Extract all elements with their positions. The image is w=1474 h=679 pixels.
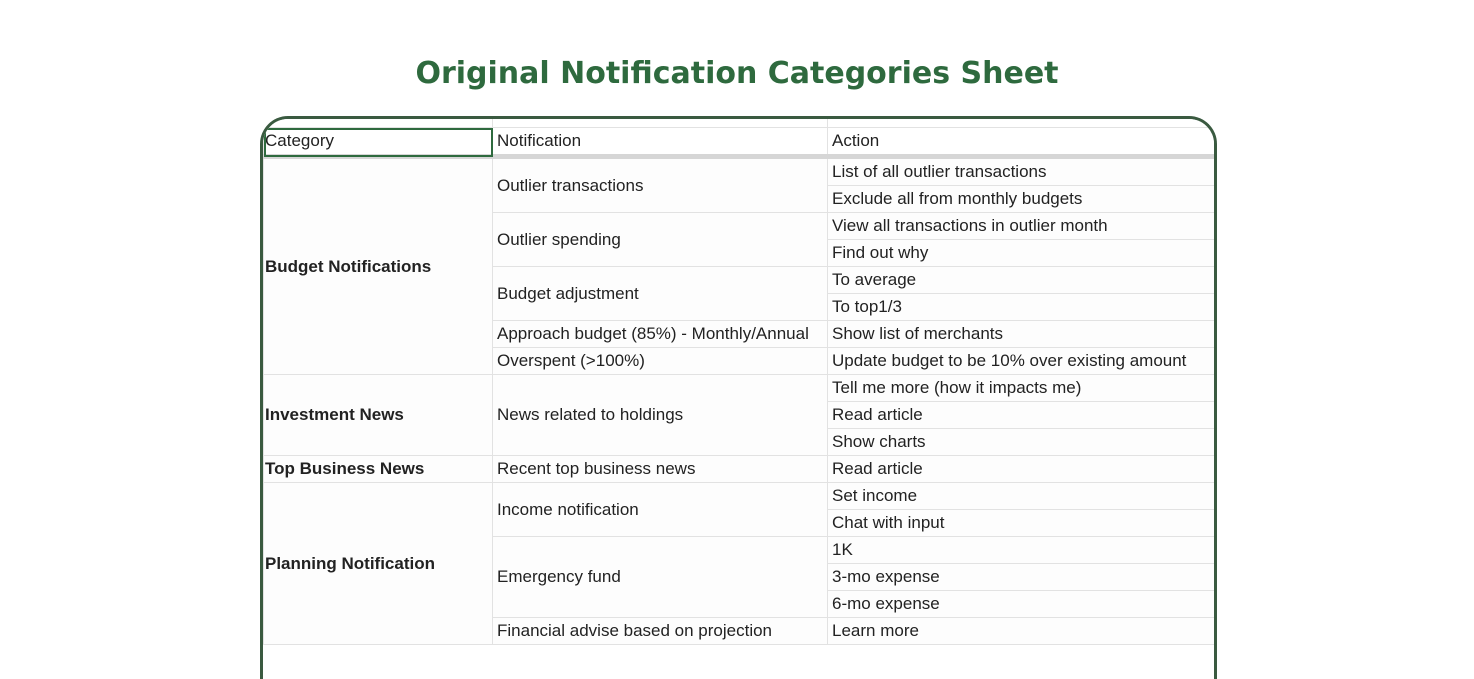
notification-cell[interactable]: Outlier transactions [493,157,828,213]
action-cell[interactable]: Chat with input [828,510,1215,537]
notification-cell[interactable]: Budget adjustment [493,267,828,321]
notification-cell[interactable]: Overspent (>100%) [493,348,828,375]
notification-cell[interactable]: News related to holdings [493,375,828,456]
spacer-cell [493,119,828,128]
table-row [264,157,1215,186]
action-cell[interactable]: 1K [828,537,1215,564]
notification-cell[interactable]: Recent top business news [493,456,828,483]
column-header-strip [264,119,1215,128]
header-cell-category[interactable]: Category [264,128,493,157]
spreadsheet-frame [260,116,1217,679]
spreadsheet-table [263,119,1215,645]
action-cell[interactable]: Read article [828,456,1215,483]
category-cell[interactable]: Budget Notifications [264,157,493,375]
action-cell[interactable]: Update budget to be 10% over existing amount [828,348,1215,375]
notification-cell[interactable]: Financial advise based on projection [493,618,828,645]
action-cell[interactable]: Tell me more (how it impacts me) [828,375,1215,402]
action-cell[interactable]: Exclude all from monthly budgets [828,186,1215,213]
notification-cell[interactable]: Approach budget (85%) - Monthly/Annual [493,321,828,348]
action-cell[interactable]: 6-mo expense [828,591,1215,618]
table-row [264,456,1215,483]
action-cell[interactable]: 3-mo expense [828,564,1215,591]
action-cell[interactable]: Find out why [828,240,1215,267]
action-cell[interactable]: To top1/3 [828,294,1215,321]
action-cell[interactable]: Read article [828,402,1215,429]
category-cell[interactable]: Investment News [264,375,493,456]
header-row [264,128,1215,157]
header-cell-notification[interactable]: Notification [493,128,828,157]
action-cell[interactable]: Show list of merchants [828,321,1215,348]
action-cell[interactable]: Set income [828,483,1215,510]
action-cell[interactable]: Show charts [828,429,1215,456]
table-row [264,483,1215,510]
header-cell-action[interactable]: Action [828,128,1215,157]
category-cell[interactable]: Top Business News [264,456,493,483]
spacer-cell [828,119,1215,128]
action-cell[interactable]: View all transactions in outlier month [828,213,1215,240]
notification-cell[interactable]: Income notification [493,483,828,537]
category-cell[interactable]: Planning Notification [264,483,493,645]
notification-cell[interactable]: Outlier spending [493,213,828,267]
action-cell[interactable]: List of all outlier transactions [828,157,1215,186]
spacer-cell [264,119,493,128]
table-row [264,375,1215,402]
notification-cell[interactable]: Emergency fund [493,537,828,618]
page-title: Original Notification Categories Sheet [415,56,1059,91]
action-cell[interactable]: To average [828,267,1215,294]
action-cell[interactable]: Learn more [828,618,1215,645]
